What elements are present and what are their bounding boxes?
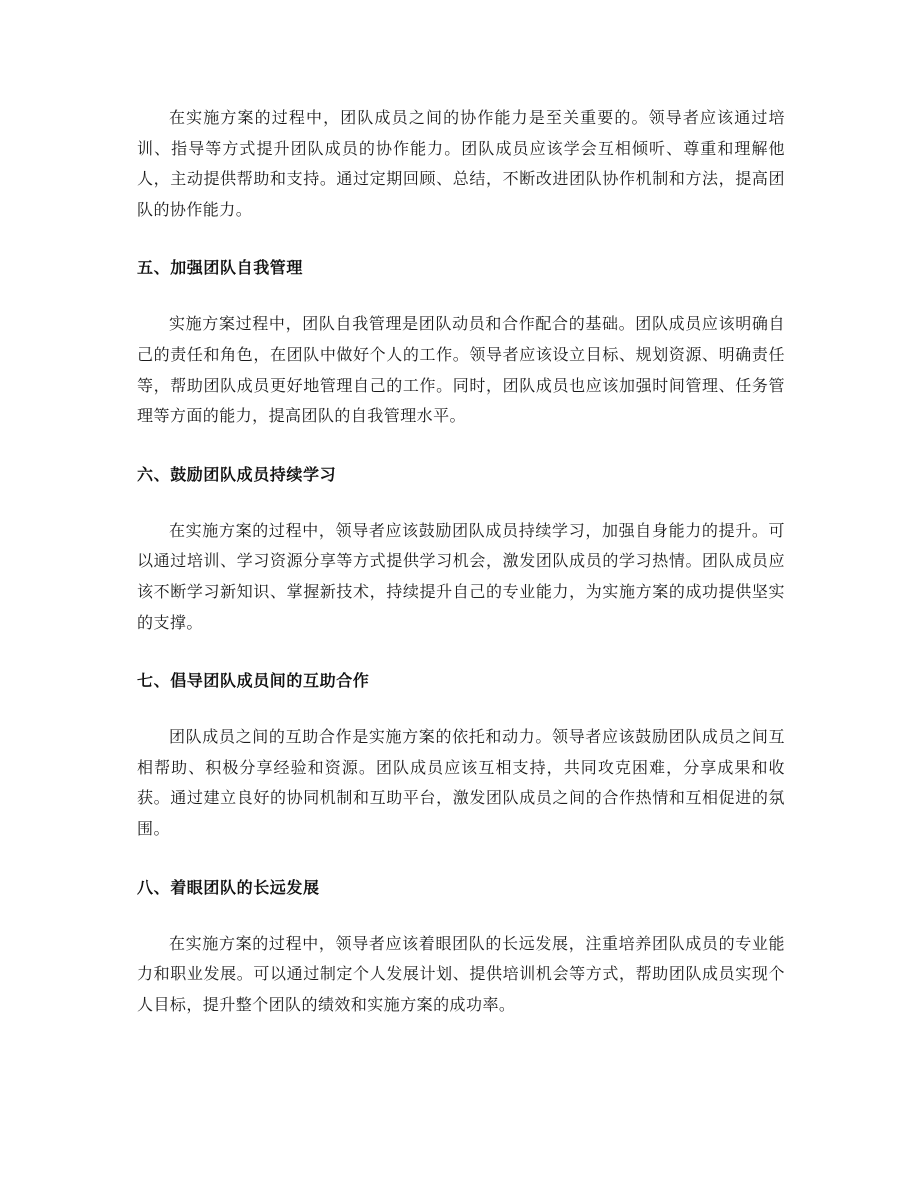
section-heading-7: 七、倡导团队成员间的互助合作 (137, 671, 370, 691)
spacer (137, 486, 785, 516)
spacer (137, 845, 785, 877)
spacer (137, 638, 785, 670)
section-heading-5: 五、加强团队自我管理 (137, 258, 304, 278)
intro-paragraph: 在实施方案的过程中，团队成员之间的协作能力是至关重要的。领导者应该通过培训、指导等方式提升团队成员的协作能力。团队成员应该学会互相倾听、尊重和理解他人，主动提供帮助和支持。通过定期回顾、总结，不断改进团队协作机制和方法，提高团队的协作能力。 (137, 108, 785, 219)
section-paragraph-8: 在实施方案的过程中，领导者应该着眼团队的长远发展，注重培养团队成员的专业能力和职业发展。可以通过制定个人发展计划、提供培训机会等方式，帮助团队成员实现个人目标，提升整个团队的绩效和实施方案的成功率。 (137, 933, 785, 1014)
section-paragraph-6: 在实施方案的过程中，领导者应该鼓励团队成员持续学习，加强自身能力的提升。可以通过培训、学习资源分享等方式提供学习机会，激发团队成员的学习热情。团队成员应该不断学习新知识、掌握新技术，持续提升自己的专业能力，为实施方案的成功提供坚实的支撑。 (137, 520, 785, 632)
section-paragraph-5: 实施方案过程中，团队自我管理是团队动员和合作配合的基础。团队成员应该明确自己的责任和角色，在团队中做好个人的工作。领导者应该设立目标、规划资源、明确责任等，帮助团队成员更好地管理自己的工作。同时，团队成员也应该加强时间管理、任务管理等方面的能力，提高团队的自我管理水平。 (137, 314, 785, 426)
spacer (137, 692, 785, 722)
spacer (137, 225, 785, 257)
document-body (137, 103, 785, 1020)
section-heading-8: 八、着眼团队的长远发展 (137, 877, 320, 897)
spacer (137, 279, 785, 309)
section-paragraph-7: 团队成员之间的互助合作是实施方案的依托和动力。领导者应该鼓励团队成员之间互相帮助、积极分享经验和资源。团队成员应该互相支持，共同攻克困难，分享成果和收获。通过建立良好的协同机制和互助平台，激发团队成员之间的合作热情和互相促进的氛围。 (137, 727, 785, 838)
spacer (137, 899, 785, 929)
spacer (137, 432, 785, 464)
section-heading-6: 六、鼓励团队成员持续学习 (137, 464, 337, 484)
